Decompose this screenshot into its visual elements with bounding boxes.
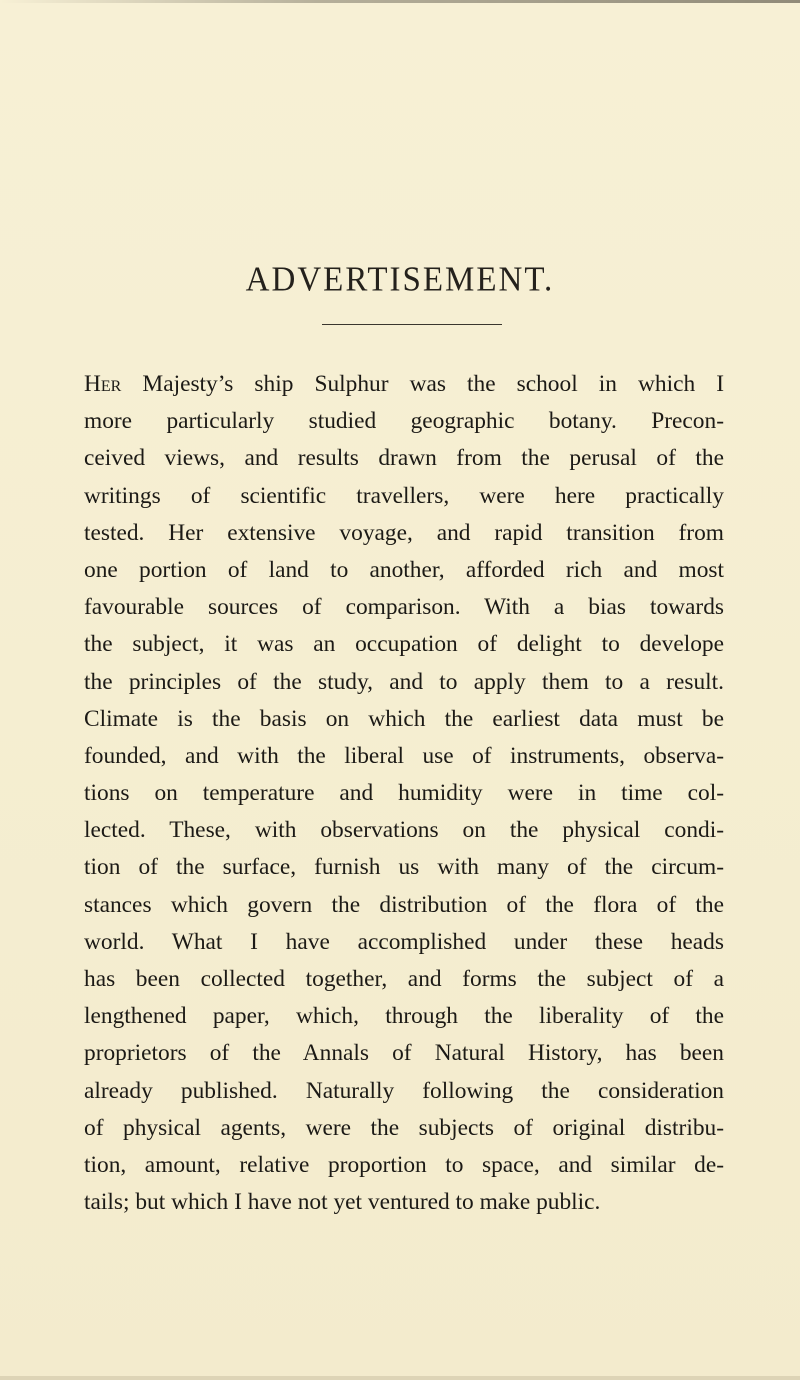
bottom-edge-shadow (0, 1376, 800, 1380)
text-line: the subject, it was an occupation of delight to develope (84, 631, 724, 658)
text-line: proprietors of the Annals of Natural History, has been (84, 1040, 724, 1067)
text-line: world. What I have accomplished under these heads (84, 928, 724, 955)
text-line (84, 366, 724, 403)
text-line: favourable sources of comparison. With a bias towards (84, 594, 724, 621)
opening-word: Her (84, 371, 122, 397)
text-line: tails; but which I have not yet ventured to make public. (84, 1189, 601, 1216)
page-title: ADVERTISEMENT. (245, 260, 555, 300)
text-line: lected. These, with observations on the physical condi- (84, 817, 724, 844)
text-line: tested. Her extensive voyage, and rapid transition from (84, 519, 724, 546)
text-line: tions on temperature and humidity were in time col- (84, 780, 724, 807)
text-line: the principles of the study, and to apply them to a result. (84, 668, 724, 695)
text-line: lengthened paper, which, through the liberality of the (84, 1003, 724, 1030)
text-line: has been collected together, and forms the subject of a (84, 966, 724, 992)
text-line: tion, amount, relative proportion to space, and similar de- (84, 1151, 724, 1178)
text-line: Climate is the basis on which the earliest data must be (84, 705, 724, 732)
text-line: one portion of land to another, afforded rich and most (84, 556, 724, 583)
title-divider (322, 324, 502, 325)
body-text (84, 366, 724, 1221)
text-line: writings of scientific travellers, were here practically (84, 482, 724, 509)
text-line: founded, and with the liberal use of instruments, observa- (84, 742, 724, 769)
text-line: already published. Naturally following the consideration (84, 1077, 724, 1104)
text-line: tion of the surface, furnish us with many of the circum- (84, 854, 724, 881)
text-line: of physical agents, were the subjects of original distribu- (84, 1114, 724, 1141)
text-line: more particularly studied geographic botany. Precon- (84, 408, 724, 435)
text-line: ceived views, and results drawn from the perusal of the (84, 445, 724, 472)
text-line-content: Majesty’s ship Sulphur was the school in which I (121, 371, 724, 397)
top-edge-shadow (0, 0, 800, 3)
text-line: stances which govern the distribution of the flora of the (84, 891, 724, 918)
